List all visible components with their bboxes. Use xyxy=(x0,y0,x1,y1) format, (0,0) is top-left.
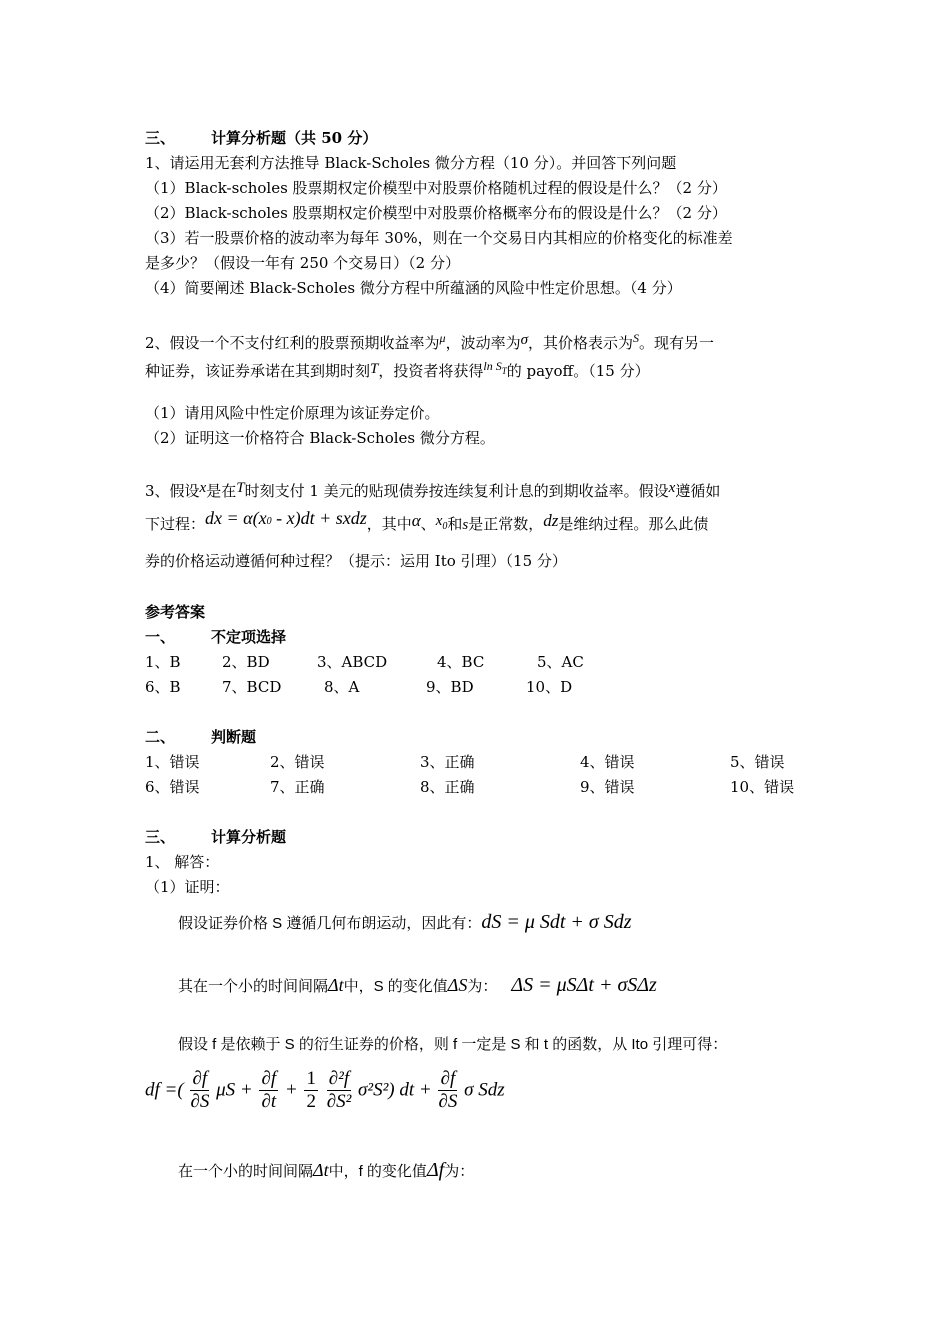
question-2-part-1: （1）请用风险中性定价原理为该证券定价。 xyxy=(145,404,440,422)
ito-lemma-equation: df =( $\frac{\partial f}{\partial S}$ μS + $\frac{\partial f}{\partial t}$ + $\frac{1}{2}$ $\frac{\text{∂²f}}{\text{∂S²}}$ σ²S²) dt + $\frac{\partial f}{\partial S}$ σ Sdz xyxy=(145,1068,505,1112)
answers-section-1-heading: 一、 不定项选择 xyxy=(145,628,287,646)
answer-1-label: 1、 解答： xyxy=(145,853,220,871)
answer-1-proof-label: （1）证明： xyxy=(145,878,230,896)
gbm-equation: dS = μ Sdt + σ Sdz xyxy=(481,911,632,933)
question-1-part-4: （4）简要阐述 Black-Scholes 微分方程中所蕴涵的风险中性定价思想。（4 分） xyxy=(145,279,682,297)
bond-yield-equation: dx = α(x0 - x)dt + sxdz xyxy=(205,508,367,528)
gbm-assumption: 假设证券价格 S 遵循几何布朗运动，因此有：dS = μ Sdt + σ Sdz xyxy=(178,911,632,933)
question-3-line-2: 下过程：dx = α(x0 - x)dt + sxdz，其中α、x0和s是正常数，dz是维纳过程。那么此债 xyxy=(145,508,709,533)
answers-section-3-heading: 三、 计算分析题 xyxy=(145,828,287,846)
question-3-line-1: 3、假设x是在T时刻支付 1 美元的贴现债券按连续复利计息的到期收益率。假设x遵循如 xyxy=(145,480,721,500)
question-1-part-3b: 是多少？（假设一年有 250 个交易日）（2 分） xyxy=(145,254,460,272)
question-2-part-2: （2）证明这一价格符合 Black-Scholes 微分方程。 xyxy=(145,429,495,447)
discrete-s-equation: ΔS = μSΔt + σSΔz xyxy=(511,974,657,996)
ito-intro: 假设 f 是依赖于 S 的衍生证券的价格，则 f 一定是 S 和 t 的函数，从 Ito 引理可得： xyxy=(178,1036,728,1053)
discrete-change-s: 其在一个小的时间间隔Δt中，S 的变化值ΔS为： ΔS = μSΔt + σSΔz xyxy=(178,974,657,996)
question-2-line-2: 种证券，该证券承诺在其到期时刻T，投资者将获得$^{ln S}$T的 payoff。（15 分） xyxy=(145,359,650,380)
question-1-stem: 1、请运用无套利方法推导 Black-Scholes 微分方程（10 分）。并回答下列问题 xyxy=(145,154,677,172)
section-heading: 三、 计算分析题（共 50 分） xyxy=(145,129,378,147)
question-2-line-1: 2、假设一个不支付红利的股票预期收益率为$^\mu$，波动率为σ，其价格表示为$^S$。现有另一 xyxy=(145,331,715,352)
question-1-part-2: （2）Black-scholes 股票期权定价模型中对股票价格概率分布的假设是什么？（2 分） xyxy=(145,204,727,222)
question-1-part-1: （1）Black-scholes 股票期权定价模型中对股票价格随机过程的假设是什么？（2 分） xyxy=(145,179,727,197)
answers-title: 参考答案 xyxy=(145,603,206,621)
question-1-part-3a: （3）若一股票价格的波动率为每年 30%，则在一个交易日内其相应的价格变化的标准差 xyxy=(145,229,733,247)
document-page: 三、 计算分析题（共 50 分） 1、请运用无套利方法推导 Black-Scholes 微分方程（10 分）。并回答下列问题 （1）Black-scholes 股票期权定价模型中对股票价格随机过程的假设是什么？（2 分） （2）Black-scholes 股票期权定价模型中对股票价格概率分布的假设是什么？（2 分） （3）若一股票价格的波动率为每年 30%，则在一个交易日内其相应的价格变化的标准差 是多少？（假设一年有 250 个交易日）（2 分） （4）简要阐述 Black-Scholes 微分方程中所蕴涵的风险中性定价思想。（4 分） 2、假设一个不支付红利的股票预期收益率为$^\mu$，波动率为σ，其价格表示为$^S$。现有另一 种证券，该证券承诺在其到期时刻T，投资者将获得$^{ln S}$T的 payoff。（15 分） （1）请用风险中性定价原理为该证券定价。 （2）证明这一价格符合 Black-Scholes 微分方程。 3、假设x是在T时刻支付 1 美元的贴现债券按连续复利计息的到期收益率。假设x遵循如 下过程：dx = α(x0 - x)dt + sxdz，其中α、x0和s是正常数，dz是维纳过程。那么此债 券的价格运动遵循何种过程？（提示：运用 Ito 引理）（15 分） 参考答案 一、 不定项选择 1、B 2、BD 3、ABCD 4、BC 5、AC 6、B 7、BCD 8、A 9、BD 10、D 二、 判断题 1、错误 2、错误 3、正确 4、错误 5、错误 6、错误 7、正确 8、正确 9、错误 10、错误 三、 计算分析题 1、 解答： （1）证明： 假设证券价格 S 遵循几何布朗运动，因此有：dS = μ Sdt + σ Sdz 其在一个小的时间间隔Δt中，S 的变化值ΔS为： ΔS = μSΔt + σSΔz 假设 f 是依赖于 S 的衍生证券的价格，则 f 一定是 S 和 t 的函数，从 Ito 引理可得： df =( $\frac{\partial f}{\partial S}$ μS + $\frac{\partial f}{\partial t}$ + $\frac{1}{2}$ $\frac{\text{∂²f}}{\text{∂S²}}$ σ²S²) dt + $\frac{\partial f}{\partial S}$ σ Sdz 在一个小的时间间隔Δt中，f 的变化值Δf为： xyxy=(145,129,795,1181)
answers-section-2-heading: 二、 判断题 xyxy=(145,728,257,746)
question-3-line-3: 券的价格运动遵循何种过程？（提示：运用 Ito 引理）（15 分） xyxy=(145,552,567,570)
discrete-change-f: 在一个小的时间间隔Δt中，f 的变化值Δf为： xyxy=(178,1159,475,1181)
